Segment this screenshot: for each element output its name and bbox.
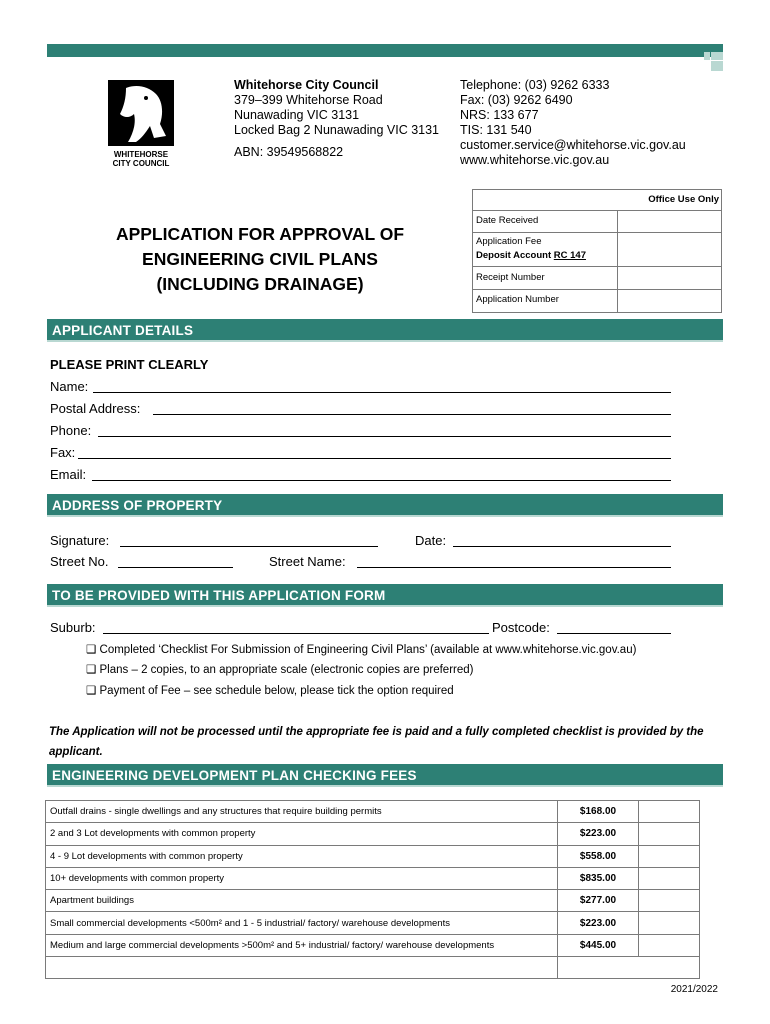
section-applicant-title: APPLICANT DETAILS [52, 323, 194, 338]
deposit-account-code: RC 147 [553, 250, 586, 261]
fee-description-blank[interactable] [46, 957, 558, 979]
checklist-item-2-label: Plans – 2 copies, to an appropriate scale (electronic copies are preferred) [99, 664, 474, 676]
fee-description: Small commercial developments <500m² and 1 - 5 industrial/ factory/ warehouse developments [46, 912, 558, 934]
horse-head-icon [106, 78, 176, 148]
contact-block [460, 78, 686, 168]
fee-row [46, 912, 700, 934]
council-address-line1: 379–399 Whitehorse Road [234, 93, 383, 107]
receipt-number-label: Receipt Number [476, 272, 545, 283]
council-name: Whitehorse City Council [234, 78, 379, 92]
postal-address-label: Postal Address: [50, 401, 141, 416]
fee-tick-box[interactable] [639, 823, 700, 845]
fax-field[interactable] [78, 458, 671, 459]
fee-tick-box[interactable] [639, 801, 700, 823]
section-address-of-property [47, 494, 723, 517]
contact-nrs: NRS: 133 677 [460, 108, 539, 122]
section-provided-title: TO BE PROVIDED WITH THIS APPLICATION FORM [52, 588, 386, 603]
postcode-label: Postcode: [492, 620, 550, 635]
fee-row [46, 934, 700, 956]
phone-field[interactable] [98, 436, 671, 437]
signature-field[interactable] [120, 546, 378, 547]
email-field[interactable] [92, 480, 671, 481]
title-line1: APPLICATION FOR APPROVAL OF [115, 224, 405, 244]
street-no-field[interactable] [118, 567, 233, 568]
footer-year: 2021/2022 [670, 984, 718, 995]
fee-price: $277.00 [558, 890, 639, 912]
section-fees-title: ENGINEERING DEVELOPMENT PLAN CHECKING FEES [52, 768, 417, 783]
date-received-label: Date Received [476, 215, 539, 226]
postal-address-field[interactable] [153, 414, 671, 415]
council-abn: ABN: 39549568822 [234, 145, 344, 159]
fee-description: Outfall drains - single dwellings and any structures that require building permits [46, 801, 558, 823]
contact-telephone: Telephone: (03) 9262 6333 [460, 78, 610, 92]
fee-price: $168.00 [558, 801, 639, 823]
street-name-label: Street Name: [269, 554, 346, 569]
contact-tis: TIS: 131 540 [460, 123, 532, 137]
title-line2: ENGINEERING CIVIL PLANS [142, 249, 378, 269]
email-label: Email: [50, 467, 87, 482]
fee-description: Medium and large commercial developments >500m² and 5+ industrial/ factory/ warehouse developments [46, 934, 558, 956]
fee-tick-box[interactable] [639, 867, 700, 889]
office-use-box [472, 189, 722, 313]
fee-price: $223.00 [558, 912, 639, 934]
council-logo [106, 78, 176, 168]
deposit-account-prefix: Deposit Account [476, 250, 554, 261]
section-fees [47, 764, 723, 787]
council-address-block [234, 78, 439, 160]
checkbox-icon[interactable]: ❑ [86, 685, 97, 697]
fee-description: Apartment buildings [46, 890, 558, 912]
postcode-field[interactable] [557, 633, 671, 634]
top-brand-bar [47, 44, 723, 57]
fee-description: 2 and 3 Lot developments with common property [46, 823, 558, 845]
fee-description: 10+ developments with common property [46, 867, 558, 889]
council-address-line3: Locked Bag 2 Nunawading VIC 3131 [234, 123, 440, 137]
deposit-account-label [476, 250, 586, 261]
section-property-title: ADDRESS OF PROPERTY [52, 498, 223, 513]
fee-price-blank[interactable] [558, 957, 700, 979]
logo-text-line1: WHITEHORSE [113, 150, 169, 159]
fee-row [46, 867, 700, 889]
name-field[interactable] [93, 392, 671, 393]
fee-row [46, 890, 700, 912]
application-fee-label: Application Fee [476, 236, 542, 247]
fee-price: $223.00 [558, 823, 639, 845]
logo-text-line2: CITY COUNCIL [112, 159, 170, 168]
page-title [80, 222, 440, 297]
fee-description: 4 - 9 Lot developments with common property [46, 845, 558, 867]
date-label: Date: [415, 533, 447, 548]
print-clearly-label: PLEASE PRINT CLEARLY [50, 357, 209, 372]
checklist-item-2[interactable] [86, 662, 473, 676]
suburb-field[interactable] [103, 633, 489, 634]
contact-email[interactable]: customer.service@whitehorse.vic.gov.au [460, 138, 686, 152]
fee-row [46, 801, 700, 823]
section-to-be-provided [47, 584, 723, 607]
phone-label: Phone: [50, 423, 92, 438]
fees-table [45, 800, 700, 979]
application-number-label: Application Number [476, 294, 559, 305]
fee-tick-box[interactable] [639, 912, 700, 934]
corner-decoration [704, 52, 723, 72]
fee-price: $835.00 [558, 867, 639, 889]
fee-price: $445.00 [558, 934, 639, 956]
checklist-item-1[interactable] [86, 642, 636, 656]
checklist-item-3-label: Payment of Fee – see schedule below, please tick the option required [99, 685, 454, 697]
fee-tick-box[interactable] [639, 890, 700, 912]
fee-row [46, 845, 700, 867]
contact-fax: Fax: (03) 9262 6490 [460, 93, 573, 107]
contact-website[interactable]: www.whitehorse.vic.gov.au [460, 153, 610, 167]
title-line3: (INCLUDING DRAINAGE) [156, 274, 364, 294]
street-no-label: Street No. [50, 554, 109, 569]
suburb-label: Suburb: [50, 620, 96, 635]
signature-label: Signature: [50, 533, 110, 548]
name-label: Name: [50, 379, 89, 394]
office-use-header: Office Use Only [648, 194, 719, 205]
council-address-line2: Nunawading VIC 3131 [234, 108, 360, 122]
fee-row [46, 823, 700, 845]
fee-price: $558.00 [558, 845, 639, 867]
fee-row-blank [46, 957, 700, 979]
checklist-item-1-label: Completed ‘Checklist For Submission of Engineering Civil Plans’ (available at www.whitehorse.vic.gov.au) [99, 644, 637, 656]
checkbox-icon[interactable]: ❑ [86, 644, 97, 656]
checkbox-icon[interactable]: ❑ [86, 664, 97, 676]
fee-tick-box[interactable] [639, 845, 700, 867]
fee-tick-box[interactable] [639, 934, 700, 956]
date-field[interactable] [453, 546, 671, 547]
fax-label: Fax: [50, 445, 76, 460]
processing-note: The Application will not be processed until the appropriate fee is paid and a fully completed checklist is provided by the applicant. [49, 726, 704, 758]
street-name-field[interactable] [357, 567, 671, 568]
section-applicant-details [47, 319, 723, 342]
checklist-item-3[interactable] [86, 683, 454, 697]
